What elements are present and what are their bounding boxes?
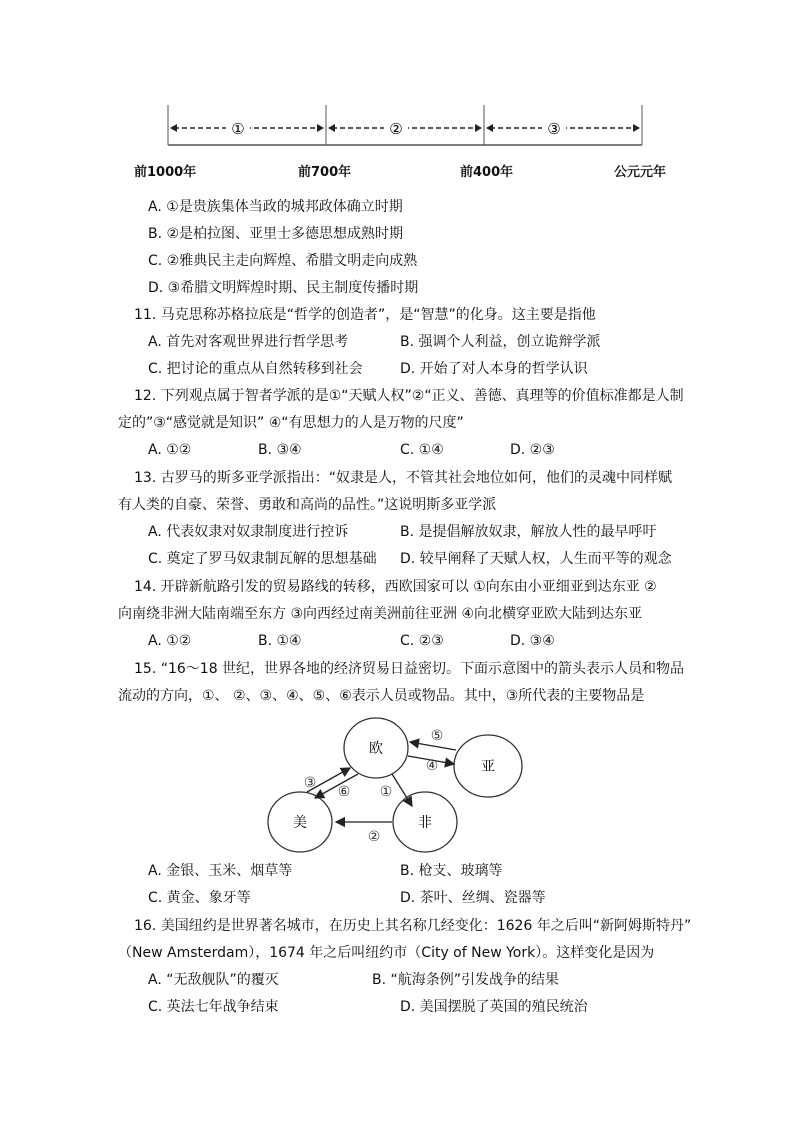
- q10-option-a[interactable]: A. ①是贵族集体当政的城邦政体确立时期: [148, 199, 403, 215]
- q15-option-d[interactable]: D. 茶叶、丝绸、瓷器等: [400, 890, 546, 906]
- q12-option-a[interactable]: A. ①②: [148, 442, 192, 458]
- timeline-tick-label: 前700年: [298, 165, 352, 180]
- q15-option-c[interactable]: C. 黄金、象牙等: [148, 890, 251, 906]
- arrow-head-icon: [633, 124, 640, 132]
- q14-option-a[interactable]: A. ①②: [148, 633, 192, 649]
- arrow-label: ⑥: [337, 784, 351, 800]
- q16-stem-line1: 16. 美国纽约是世界著名城市，在历史上其名称几经变化：1626 年之后叫“新阿姆斯特丹”: [134, 918, 692, 934]
- arrow-6: [315, 774, 358, 798]
- q13-option-b[interactable]: B. 是提倡解放奴隶，解放人性的最早呼吁: [400, 524, 657, 540]
- q15-stem-line1: 15. “16～18 世纪，世界各地的经济贸易日益密切。下面示意图中的箭头表示人员和物品: [134, 661, 685, 677]
- q11-option-d[interactable]: D. 开始了对人本身的哲学认识: [400, 361, 588, 377]
- node-label: 美: [293, 815, 307, 831]
- timeline-segment-label: ②: [389, 120, 403, 138]
- q13-option-a[interactable]: A. 代表奴隶对奴隶制度进行控诉: [148, 524, 349, 540]
- arrow-label: ④: [425, 758, 439, 774]
- q11-option-b[interactable]: B. 强调个人利益，创立诡辩学派: [400, 334, 601, 350]
- q16-option-b[interactable]: B. “航海条例”引发战争的结果: [372, 972, 560, 988]
- q14-stem-line1: 14. 开辟新航路引发的贸易路线的转移，西欧国家可以 ①向东由小亚细亚到达东亚 ②: [134, 579, 657, 595]
- q14-option-c[interactable]: C. ②③: [400, 633, 444, 649]
- q14-option-d[interactable]: D. ③④: [510, 633, 555, 649]
- q12-stem-line1: 12. 下列观点属于智者学派的是①“天赋人权”②“正义、善德、真理等的价值标准都是人制: [134, 388, 684, 404]
- q16-option-d[interactable]: D. 美国摆脱了英国的殖民统治: [400, 999, 588, 1015]
- q15-option-a[interactable]: A. 金银、玉米、烟草等: [148, 863, 293, 879]
- arrow-head-icon: [328, 124, 335, 132]
- q15-stem-line2: 流动的方向，①、 ②、③、④、⑤、⑥表示人员或物品。其中，③所代表的主要物品是: [118, 688, 645, 704]
- arrow-label: ①: [379, 784, 393, 800]
- arrow-head-icon: [475, 124, 482, 132]
- q13-stem-line1: 13. 古罗马的斯多亚学派指出：“奴隶是人，不管其社会地位如何，他们的灵魂中同样赋: [134, 470, 672, 486]
- q10-option-d[interactable]: D. ③希腊文明辉煌时期、民主制度传播时期: [148, 280, 419, 296]
- q13-option-c[interactable]: C. 奠定了罗马奴隶制瓦解的思想基础: [148, 551, 377, 567]
- arrow-head-icon: [486, 124, 493, 132]
- q13-stem-line2: 有人类的自豪、荣誉、勇敢和高尚的品性。”这说明斯多亚学派: [118, 497, 497, 513]
- node-label: 非: [418, 815, 432, 831]
- arrow-label: ②: [367, 829, 381, 845]
- trade-flow-diagram: [0, 710, 794, 860]
- timeline-segment-label: ①: [231, 120, 245, 138]
- q16-stem-line2: （New Amsterdam），1674 年之后叫纽约市（City of New York）。这样变化是因为: [118, 945, 655, 961]
- q11-option-c[interactable]: C. 把讨论的重点从自然转移到社会: [148, 361, 363, 377]
- q10-option-b[interactable]: B. ②是柏拉图、亚里士多德思想成熟时期: [148, 226, 404, 242]
- q14-option-b[interactable]: B. ①④: [258, 633, 302, 649]
- node-label: 亚: [481, 759, 495, 775]
- node-label: 欧: [369, 741, 383, 757]
- q16-option-c[interactable]: C. 英法七年战争结束: [148, 999, 279, 1015]
- arrow-label: ⑤: [430, 728, 444, 744]
- timeline-tick-label: 前1000年: [134, 165, 197, 180]
- timeline-tick-label: 前400年: [460, 165, 514, 180]
- q12-option-d[interactable]: D. ②③: [510, 442, 555, 458]
- arrow-head-icon: [317, 124, 324, 132]
- q12-option-c[interactable]: C. ①④: [400, 442, 444, 458]
- q16-option-a[interactable]: A. “无敌舰队”的覆灭: [148, 972, 279, 988]
- q12-option-b[interactable]: B. ③④: [258, 442, 302, 458]
- timeline-diagram: [0, 0, 794, 180]
- timeline-segment-label: ③: [547, 120, 561, 138]
- q15-option-b[interactable]: B. 枪支、玻璃等: [400, 863, 503, 879]
- q10-option-c[interactable]: C. ②雅典民主走向辉煌、希腊文明走向成熟: [148, 253, 418, 269]
- timeline-tick-label: 公元元年: [614, 165, 667, 180]
- q14-stem-line2: 向南绕非洲大陆南端至东方 ③向西经过南美洲前往亚洲 ④向北横穿亚欧大陆到达东亚: [118, 606, 642, 622]
- q12-stem-line2: 定的”③“感觉就是知识” ④“有思想力的人是万物的尺度”: [118, 415, 464, 431]
- q11-stem: 11. 马克思称苏格拉底是“哲学的创造者”，是“智慧”的化身。这主要是指他: [134, 307, 596, 323]
- q13-option-d[interactable]: D. 较早阐释了天赋人权，人生而平等的观念: [400, 551, 672, 567]
- q11-option-a[interactable]: A. 首先对客观世界进行哲学思考: [148, 334, 349, 350]
- arrow-label: ③: [303, 775, 317, 791]
- arrow-head-icon: [170, 124, 177, 132]
